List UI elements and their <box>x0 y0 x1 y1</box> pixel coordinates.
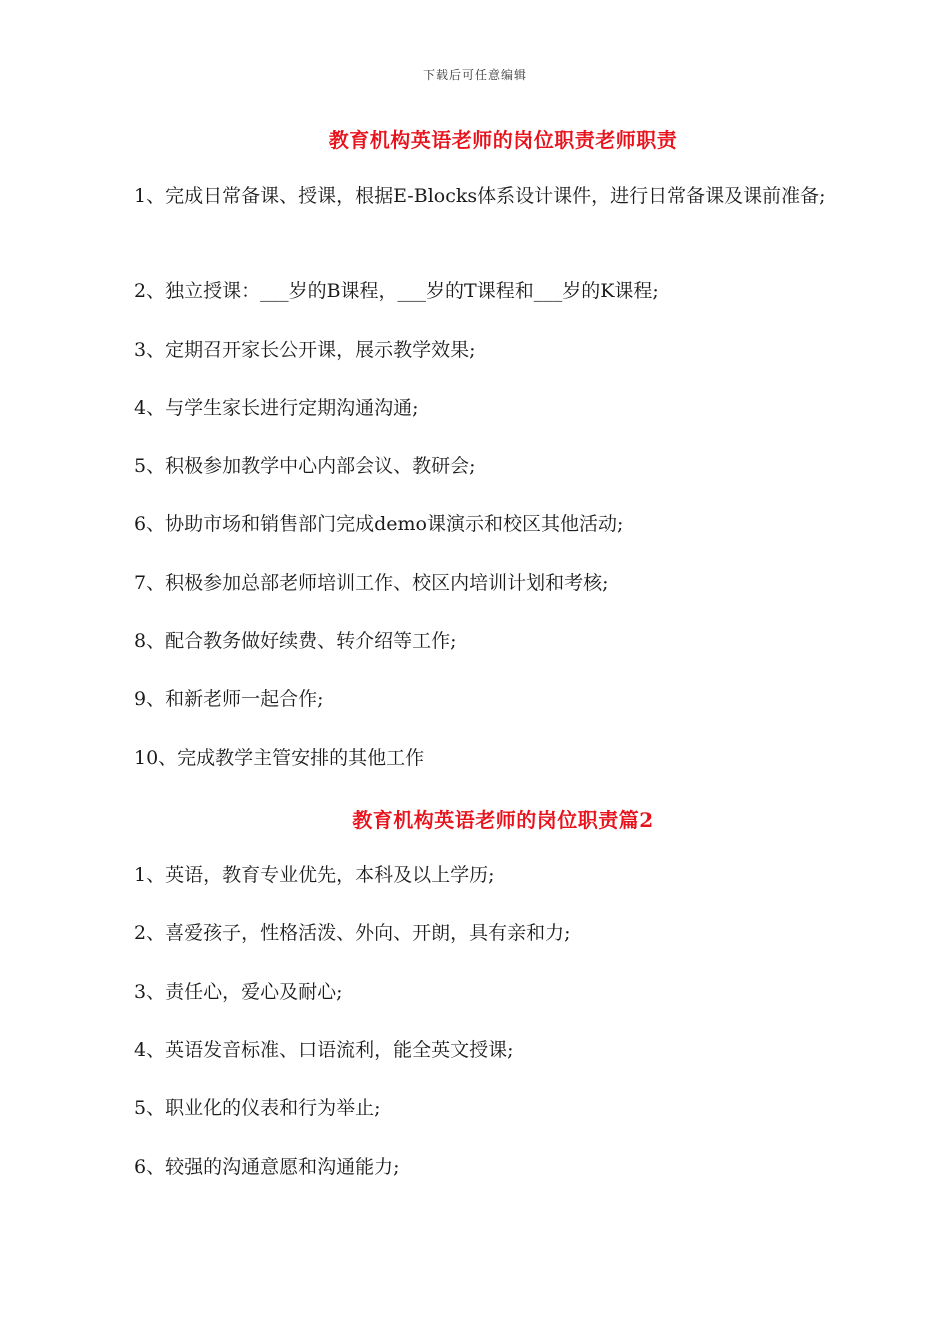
section-title-2: 教育机构英语老师的岗位职责篇2 <box>352 808 654 832</box>
list-item: 6、较强的沟通意愿和沟通能力; <box>134 1156 400 1178</box>
list-item: 5、积极参加教学中心内部会议、教研会; <box>134 455 476 477</box>
list-item: 2、独立授课：___岁的B课程，___岁的T课程和___岁的K课程; <box>134 280 659 302</box>
list-item: 2、喜爱孩子，性格活泼、外向、开朗，具有亲和力; <box>134 922 571 944</box>
list-item: 3、定期召开家长公开课，展示教学效果; <box>134 339 476 361</box>
list-item: 6、协助市场和销售部门完成demo课演示和校区其他活动; <box>134 513 624 535</box>
list-item: 1、完成日常备课、授课，根据E-Blocks体系设计课件，进行日常备课及课前准备; <box>134 185 826 207</box>
list-item: 10、完成教学主管安排的其他工作 <box>134 747 425 769</box>
list-item: 1、英语，教育专业优先，本科及以上学历; <box>134 864 495 886</box>
list-item: 4、英语发音标准、口语流利，能全英文授课; <box>134 1039 514 1061</box>
section-title-1: 教育机构英语老师的岗位职责老师职责 <box>328 128 678 152</box>
list-item: 9、和新老师一起合作; <box>134 688 324 710</box>
list-item: 8、配合教务做好续费、转介绍等工作; <box>134 630 457 652</box>
list-item: 4、与学生家长进行定期沟通沟通; <box>134 397 419 419</box>
list-item: 7、积极参加总部老师培训工作、校区内培训计划和考核; <box>134 572 609 594</box>
list-item: 5、职业化的仪表和行为举止; <box>134 1097 381 1119</box>
list-item: 3、责任心，爱心及耐心; <box>134 981 343 1003</box>
page-header-note: 下载后可任意编辑 <box>422 68 527 82</box>
